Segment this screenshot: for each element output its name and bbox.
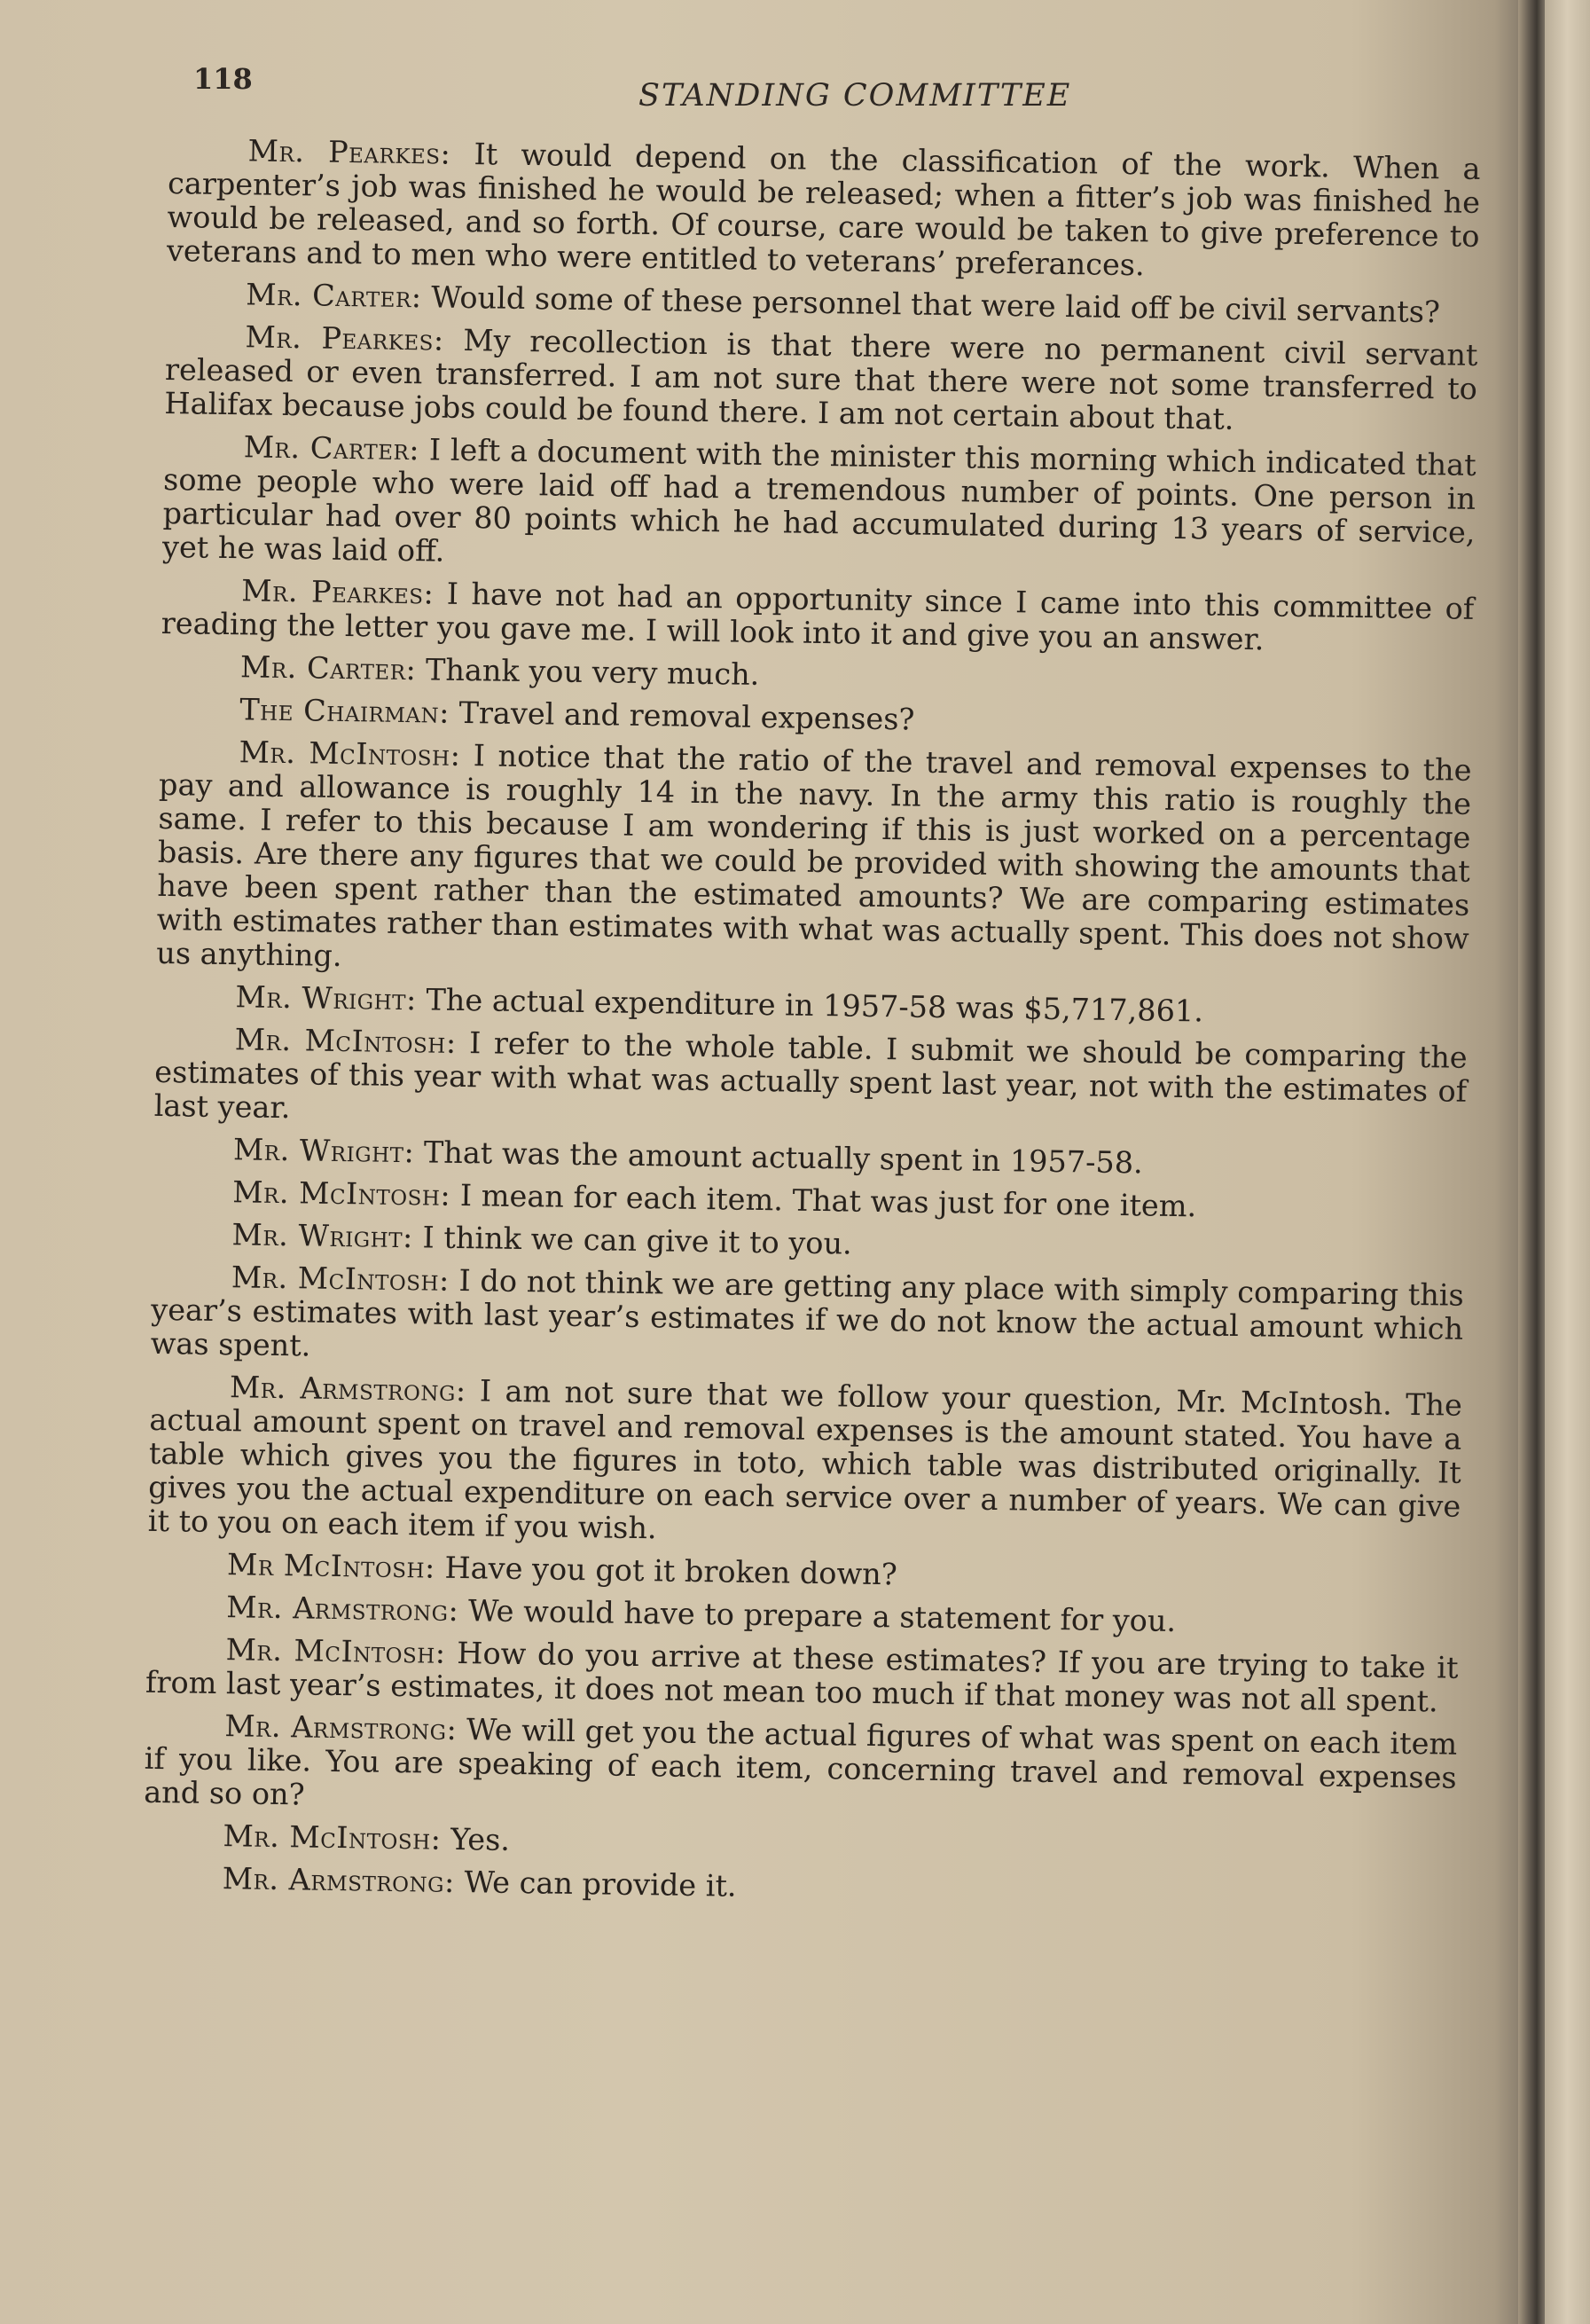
paragraph-text: How do you arrive at these estimates? If you are trying to take it from last year’s estimates, it does not mean too much if that money was not all spent. <box>145 1635 1459 1719</box>
speaker-label: Mr. Armstrong: <box>222 1861 456 1900</box>
speaker-label: Mr. Carter: <box>243 429 420 467</box>
paragraph-text: That was the amount actually spent in 1957-58. <box>414 1135 1144 1181</box>
transcript-paragraph <box>143 1861 1455 1914</box>
transcript-paragraph <box>145 1632 1459 1719</box>
speaker-label: Mr McIntosh: <box>226 1547 436 1585</box>
page-header <box>177 62 1508 124</box>
transcript-body <box>142 133 1480 1923</box>
speaker-label: Mr. McIntosh: <box>223 1818 442 1857</box>
adjacent-page-edge <box>1545 0 1590 2324</box>
running-head: STANDING COMMITTEE <box>638 78 1072 114</box>
paragraph-text: I left a document with the minister this morning which indicated that some people who were laid off had a tremendous number of points. One person in particular had over 80 points which he had accumulated during 13 years of service, yet he was laid off. <box>161 432 1476 569</box>
paragraph-text: Thank you very much. <box>416 652 760 692</box>
paragraph-text: Have you got it broken down? <box>435 1550 898 1592</box>
speaker-label: Mr. McIntosh: <box>225 1632 446 1670</box>
paragraph-text: I refer to the whole table. I submit we should be comparing the estimates of this year with what was actually spent last year, not with the estimates of last year. <box>153 1025 1468 1126</box>
transcript-paragraph <box>162 429 1476 584</box>
speaker-label: Mr. McIntosh: <box>239 734 461 773</box>
transcript-paragraph <box>161 573 1475 660</box>
paragraph-text: I am not sure that we follow your question, Mr. McIntosh. The actual amount spent on travel and removal expenses is the amount stated. You have a table which gives you the figures in toto, which table was distributed originally. It gives you the actual expenditure on each service over a number of years. We can give it to you on each item if you wish. <box>147 1373 1463 1546</box>
speaker-label: Mr. Armstrong: <box>226 1590 459 1629</box>
speaker-label: Mr. Wright: <box>232 1132 415 1170</box>
paragraph-text: I do not think we are getting any place with simply comparing this year’s estimates with last year’s estimates if we do not know the actual amount which was spent. <box>150 1262 1465 1363</box>
paragraph-text: We would have to prepare a statement for you. <box>458 1593 1177 1639</box>
paragraph-text: Would some of these personnel that were laid off be civil servants? <box>421 279 1441 330</box>
transcript-paragraph <box>167 133 1481 287</box>
paragraph-text: I think we can give it to you. <box>412 1220 853 1261</box>
speaker-label: Mr. Carter: <box>239 649 417 687</box>
transcript-paragraph <box>150 1260 1464 1380</box>
paragraph-text: Travel and removal expenses? <box>449 695 915 737</box>
speaker-label: Mr. McIntosh: <box>231 1260 450 1298</box>
transcript-paragraph <box>153 1022 1468 1142</box>
page-number: 118 <box>193 62 253 96</box>
speaker-label: Mr. Pearkes: <box>247 133 451 171</box>
transcript-paragraph <box>164 319 1478 440</box>
transcript-paragraph <box>148 1370 1463 1558</box>
speaker-label: Mr. McIntosh: <box>232 1174 451 1213</box>
speaker-label: Mr. Armstrong: <box>224 1708 458 1747</box>
speaker-label: Mr. Armstrong: <box>229 1370 466 1409</box>
paragraph-text: It would depend on the classification of the work. When a carpenter’s job was finished he would be released; when a fitter’s job was finished he would be released, and so forth. Of course, care would be taken to give preference to veterans and to men who were entitled to veterans’ preferances. <box>166 136 1481 283</box>
paragraph-text: The actual expenditure in 1957-58 was $5,717,861. <box>416 982 1204 1029</box>
transcript-paragraph <box>144 1708 1458 1829</box>
transcript-paragraph <box>156 734 1472 990</box>
book-spine <box>1518 0 1545 2324</box>
paragraph-text: We will get you the actual figures of what was spent on each item if you like. You are speaking of each item, concerning travel and removal expenses and so on? <box>143 1712 1458 1812</box>
paragraph-text: I notice that the ratio of the travel and removal expenses to the pay and allowance is roughly 14 in the navy. In the army this ratio is roughly the same. I refer to this because I am wondering if this is just worked on a percentage basis. Are there any figures that we could be provided with showing the amounts that have been spent rather than the estimated amounts? We are comparing estimates with estimates rather than estimates with what was actually spent. This does not show us anything. <box>155 737 1472 974</box>
speaker-label: Mr. Carter: <box>246 277 422 315</box>
paragraph-text: I mean for each item. That was just for one item. <box>450 1177 1197 1224</box>
speaker-label: Mr. Wright: <box>231 1217 414 1255</box>
speaker-label: Mr. McIntosh: <box>234 1022 457 1060</box>
paragraph-text: We can provide it. <box>454 1865 737 1904</box>
paragraph-text: Yes. <box>441 1821 511 1857</box>
speaker-label: The Chairman: <box>239 692 450 730</box>
speaker-label: Mr. Wright: <box>235 979 418 1017</box>
paragraph-text: I have not had an opportunity since I came into this committee of reading the letter you gave me. I will look into it and give you an answer. <box>161 576 1475 657</box>
speaker-label: Mr. Pearkes: <box>245 319 445 357</box>
paragraph-text: My recollection is that there were no permanent civil servant released or even transferred. I am not sure that there were not some transferred to Halifax because jobs could be found there. I am not certain about that. <box>164 322 1478 436</box>
speaker-label: Mr. Pearkes: <box>241 573 435 611</box>
